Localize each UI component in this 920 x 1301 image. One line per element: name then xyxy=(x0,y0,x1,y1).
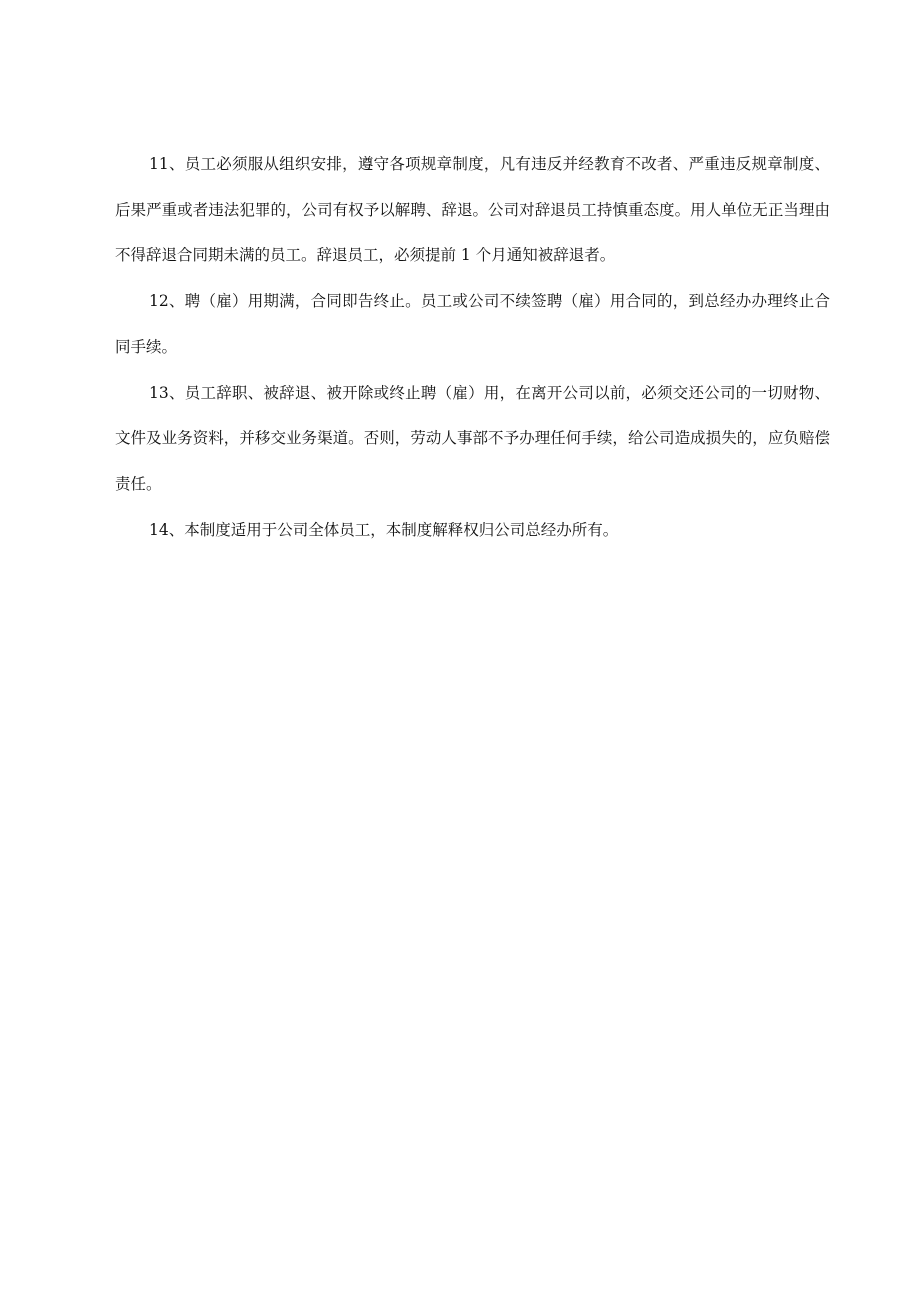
paragraph-clause-13: 13、员工辞职、被辞退、被开除或终止聘（雇）用，在离开公司以前，必须交还公司的一切财物、文件及业务资料，并移交业务渠道。否则，劳动人事部不予办理任何手续，给公司造成损失的，应负赔偿责任。 xyxy=(115,383,830,493)
paragraph-clause-11: 11、员工必须服从组织安排，遵守各项规章制度，凡有违反并经教育不改者、严重违反规章制度、后果严重或者违法犯罪的，公司有权予以解聘、辞退。公司对辞退员工持慎重态度。用人单位无正当理由不得辞退合同期未满的员工。辞退员工，必须提前 1 个月通知被辞退者。 xyxy=(115,155,830,265)
document-body xyxy=(115,142,830,553)
paragraph-clause-14: 14、本制度适用于公司全体员工，本制度解释权归公司总经办所有。 xyxy=(149,520,619,539)
paragraph-clause-12: 12、聘（雇）用期满，合同即告终止。员工或公司不续签聘（雇）用合同的，到总经办办理终止合同手续。 xyxy=(115,292,830,356)
